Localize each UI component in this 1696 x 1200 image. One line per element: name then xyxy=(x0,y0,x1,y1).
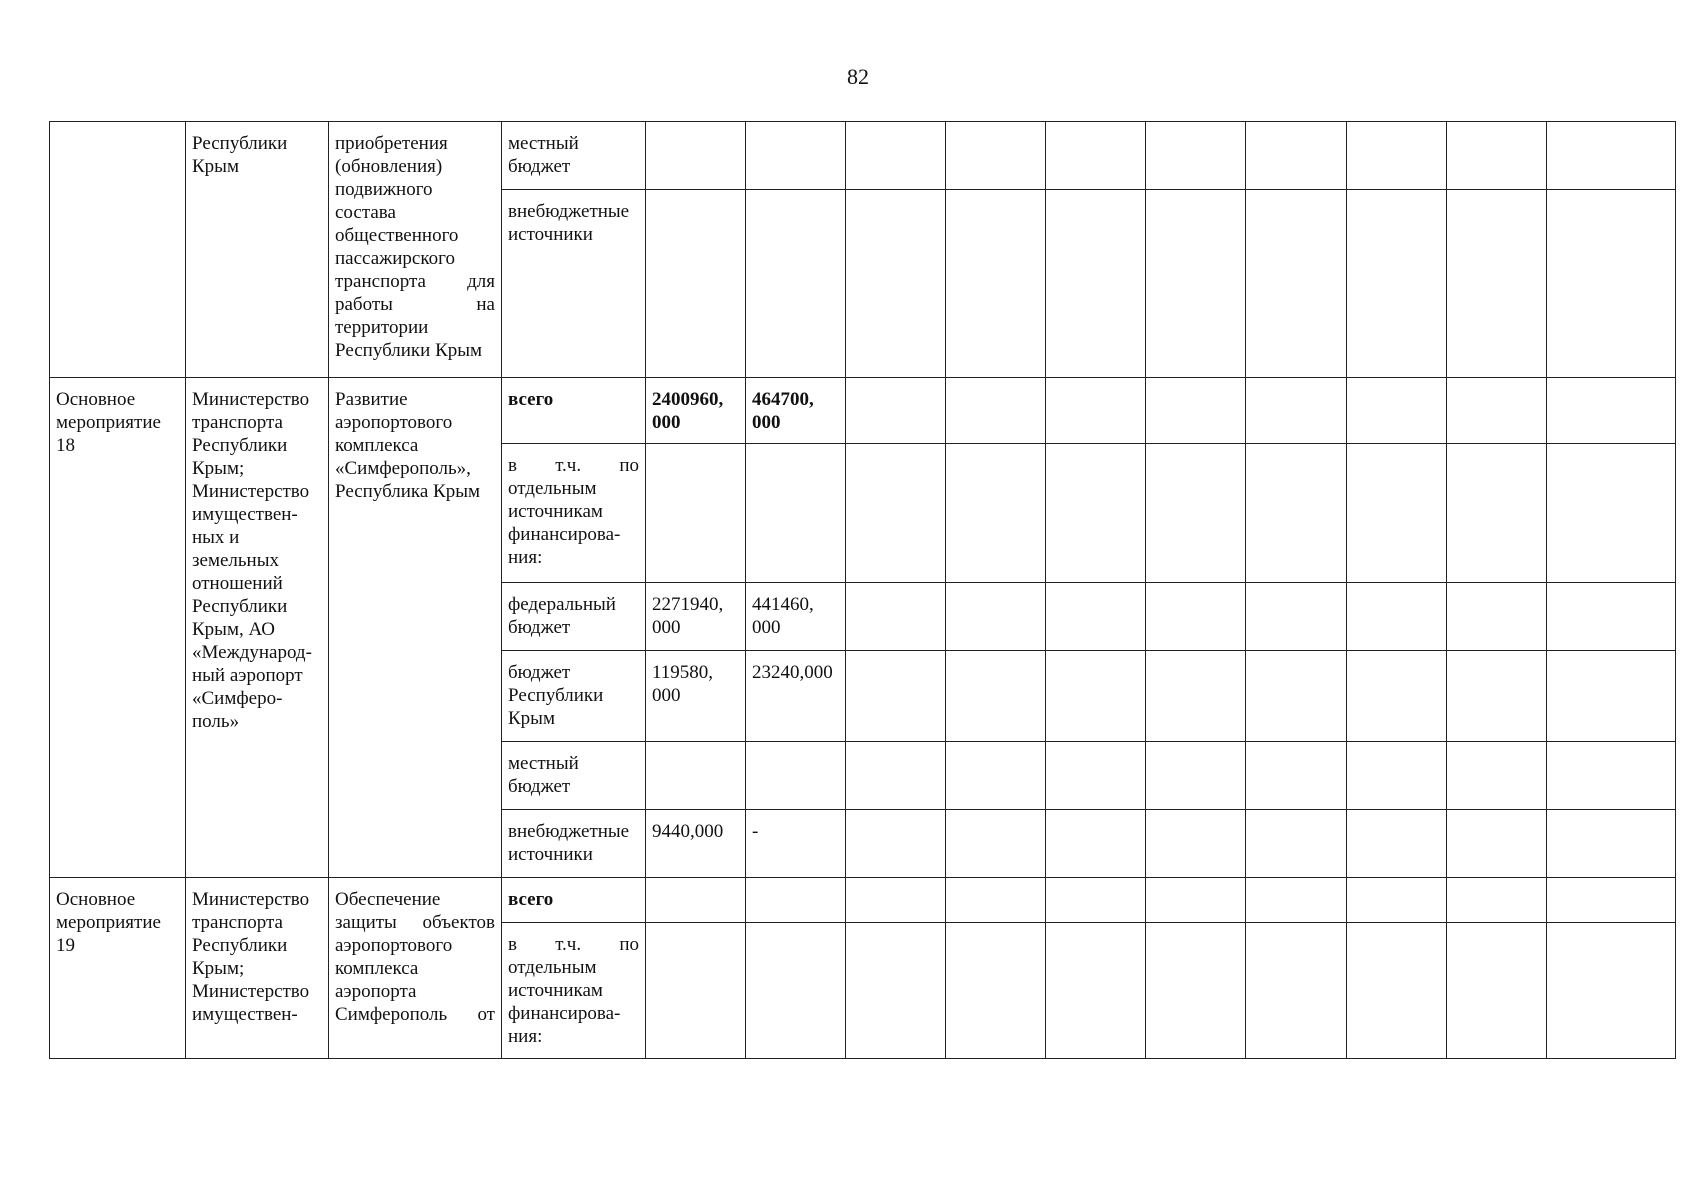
empty-year-cell xyxy=(1246,190,1347,378)
empty-year-cell xyxy=(1246,651,1347,742)
empty-year-cell xyxy=(1547,810,1676,878)
empty-year-cell xyxy=(946,190,1046,378)
event-name-word: транспорта xyxy=(335,271,426,292)
empty-year-cell xyxy=(946,810,1046,878)
event-name-line xyxy=(335,1003,495,1026)
event-name-word: Симферополь xyxy=(335,1004,448,1025)
year-value-cell xyxy=(646,923,746,1059)
year-value-cell xyxy=(746,878,846,923)
event-name-word: (обновления) xyxy=(335,156,443,177)
event-name-word: на xyxy=(476,294,495,315)
year-value-cell: 2271940, 000 xyxy=(646,583,746,651)
empty-year-cell xyxy=(1347,810,1447,878)
page-number: 82 xyxy=(847,64,869,89)
event-name-line xyxy=(335,316,495,339)
funding-source-line xyxy=(508,933,639,956)
funding-source-word: в xyxy=(508,934,517,955)
year-value-cell: 464700, 000 xyxy=(746,378,846,444)
empty-year-cell xyxy=(946,378,1046,444)
event-name-line xyxy=(335,339,495,362)
empty-year-cell xyxy=(1347,190,1447,378)
empty-year-cell xyxy=(1447,190,1547,378)
year-value-cell xyxy=(646,878,746,923)
empty-year-cell xyxy=(846,444,946,583)
empty-year-cell xyxy=(846,190,946,378)
funding-source-cell xyxy=(502,444,646,583)
event-name-line xyxy=(335,201,495,224)
event-name-cell xyxy=(329,122,502,378)
empty-year-cell xyxy=(1146,923,1246,1059)
empty-year-cell xyxy=(1547,651,1676,742)
empty-year-cell xyxy=(1246,583,1347,651)
empty-year-cell xyxy=(946,651,1046,742)
empty-year-cell xyxy=(1146,651,1246,742)
empty-year-cell xyxy=(1246,878,1347,923)
year-value-cell xyxy=(746,923,846,1059)
empty-year-cell xyxy=(1146,878,1246,923)
event-name-word: объектов xyxy=(422,912,495,933)
empty-year-cell xyxy=(946,878,1046,923)
funding-source-cell: местный бюджет xyxy=(502,742,646,810)
executor-cell: Республики Крым xyxy=(186,122,329,378)
table-row xyxy=(50,878,1676,923)
empty-year-cell xyxy=(1547,878,1676,923)
empty-year-cell xyxy=(1046,122,1146,190)
funding-source-word: т.ч. xyxy=(555,934,582,955)
event-cell: Основное мероприятие 18 xyxy=(50,378,186,878)
event-name-word: приобретения xyxy=(335,133,448,154)
empty-year-cell xyxy=(1146,378,1246,444)
empty-year-cell xyxy=(1547,190,1676,378)
empty-year-cell xyxy=(1347,122,1447,190)
event-name-word: аэропорта xyxy=(335,981,417,1002)
event-name-line xyxy=(335,888,495,911)
empty-year-cell xyxy=(1547,583,1676,651)
event-name-line xyxy=(335,934,495,957)
empty-year-cell xyxy=(1547,923,1676,1059)
empty-year-cell xyxy=(1046,742,1146,810)
year-value-cell xyxy=(746,122,846,190)
event-name-cell xyxy=(329,878,502,1059)
empty-year-cell xyxy=(1347,923,1447,1059)
funding-source-cell xyxy=(502,923,646,1059)
empty-year-cell xyxy=(1447,810,1547,878)
empty-year-cell xyxy=(1547,378,1676,444)
empty-year-cell xyxy=(846,923,946,1059)
executor-cell: Министерство транспорта Республики Крым; Министерство имуществен-ных и земельных отношений Республики Крым, АО «Международ-ный аэропорт «Симферо-поль» xyxy=(186,378,329,878)
empty-year-cell xyxy=(1447,444,1547,583)
empty-year-cell xyxy=(1447,878,1547,923)
funding-source-line xyxy=(508,454,639,477)
event-name-cell: Развитие аэропортового комплекса «Симферополь», Республика Крым xyxy=(329,378,502,878)
event-name-line xyxy=(335,155,495,178)
empty-year-cell xyxy=(846,878,946,923)
empty-year-cell xyxy=(1046,923,1146,1059)
event-name-word: от xyxy=(477,1004,495,1025)
empty-year-cell xyxy=(1547,122,1676,190)
year-value-cell xyxy=(746,444,846,583)
empty-year-cell xyxy=(1046,583,1146,651)
table-body xyxy=(50,122,1676,1059)
empty-year-cell xyxy=(946,742,1046,810)
event-name-line xyxy=(335,247,495,270)
empty-year-cell xyxy=(1046,810,1146,878)
event-name-word: подвижного xyxy=(335,179,433,200)
empty-year-cell xyxy=(1046,878,1146,923)
event-name-word: Обеспечение xyxy=(335,889,441,910)
table-row xyxy=(50,378,1676,444)
event-name-word: пассажирского xyxy=(335,248,455,269)
empty-year-cell xyxy=(1246,122,1347,190)
funding-source-line: отдельным источникам финансирова-ния: xyxy=(508,478,621,568)
year-value-cell xyxy=(746,742,846,810)
program-budget-table xyxy=(49,121,1676,1059)
event-name-line xyxy=(335,911,495,934)
empty-year-cell xyxy=(1146,190,1246,378)
funding-source-word: по xyxy=(619,934,639,955)
year-value-cell: 9440,000 xyxy=(646,810,746,878)
empty-year-cell xyxy=(1146,122,1246,190)
empty-year-cell xyxy=(1246,742,1347,810)
empty-year-cell xyxy=(1447,651,1547,742)
year-value-cell xyxy=(646,122,746,190)
empty-year-cell xyxy=(846,378,946,444)
empty-year-cell xyxy=(846,651,946,742)
year-value-cell: 441460, 000 xyxy=(746,583,846,651)
event-name-word: комплекса xyxy=(335,958,419,979)
empty-year-cell xyxy=(946,923,1046,1059)
event-name-line xyxy=(335,293,495,316)
funding-source-word: по xyxy=(619,455,639,476)
empty-year-cell xyxy=(1046,444,1146,583)
empty-year-cell xyxy=(1246,378,1347,444)
empty-year-cell xyxy=(1447,583,1547,651)
empty-year-cell xyxy=(1347,378,1447,444)
event-name-word: аэропортового xyxy=(335,935,453,956)
empty-year-cell xyxy=(1246,444,1347,583)
empty-year-cell xyxy=(1146,444,1246,583)
funding-source-line: отдельным источникам финансирова-ния: xyxy=(508,957,621,1047)
event-name-line xyxy=(335,224,495,247)
funding-source-cell: бюджет Республики Крым xyxy=(502,651,646,742)
empty-year-cell xyxy=(1447,923,1547,1059)
event-name-line xyxy=(335,980,495,1003)
empty-year-cell xyxy=(1246,810,1347,878)
empty-year-cell xyxy=(1246,923,1347,1059)
funding-source-cell: внебюджетные источники xyxy=(502,810,646,878)
empty-year-cell xyxy=(1347,878,1447,923)
empty-year-cell xyxy=(846,583,946,651)
empty-year-cell xyxy=(946,444,1046,583)
funding-source-cell: внебюджетные источники xyxy=(502,190,646,378)
event-name-word: для xyxy=(467,271,495,292)
funding-source-cell: федеральный бюджет xyxy=(502,583,646,651)
event-name-line xyxy=(335,178,495,201)
event-cell xyxy=(50,122,186,378)
empty-year-cell xyxy=(846,742,946,810)
empty-year-cell xyxy=(1447,378,1547,444)
empty-year-cell xyxy=(1347,651,1447,742)
event-name-word: состава xyxy=(335,202,396,223)
empty-year-cell xyxy=(846,810,946,878)
event-name-line xyxy=(335,132,495,155)
event-name-word: защиты xyxy=(335,912,397,933)
year-value-cell: 2400960, 000 xyxy=(646,378,746,444)
year-value-cell xyxy=(646,742,746,810)
empty-year-cell xyxy=(1347,583,1447,651)
funding-source-word: т.ч. xyxy=(555,455,582,476)
empty-year-cell xyxy=(1447,122,1547,190)
empty-year-cell xyxy=(1046,190,1146,378)
event-name-word: территории xyxy=(335,317,429,338)
event-name-word: работы xyxy=(335,294,393,315)
empty-year-cell xyxy=(1046,651,1146,742)
year-value-cell xyxy=(746,190,846,378)
empty-year-cell xyxy=(1547,742,1676,810)
empty-year-cell xyxy=(1547,444,1676,583)
funding-source-cell: всего xyxy=(502,378,646,444)
empty-year-cell xyxy=(1146,742,1246,810)
empty-year-cell xyxy=(946,122,1046,190)
funding-source-word: в xyxy=(508,455,517,476)
year-value-cell: 119580, 000 xyxy=(646,651,746,742)
year-value-cell: 23240,000 xyxy=(746,651,846,742)
empty-year-cell xyxy=(946,583,1046,651)
empty-year-cell xyxy=(1347,444,1447,583)
year-value-cell xyxy=(646,190,746,378)
table-row xyxy=(50,122,1676,190)
event-name-line xyxy=(335,270,495,293)
event-cell: Основное мероприятие 19 xyxy=(50,878,186,1059)
empty-year-cell xyxy=(1447,742,1547,810)
funding-source-cell: местный бюджет xyxy=(502,122,646,190)
event-name-word: общественного xyxy=(335,225,459,246)
empty-year-cell xyxy=(1046,378,1146,444)
empty-year-cell xyxy=(1347,742,1447,810)
empty-year-cell xyxy=(1146,583,1246,651)
event-name-word: Республики Крым xyxy=(335,340,483,361)
year-value-cell xyxy=(646,444,746,583)
empty-year-cell xyxy=(1146,810,1246,878)
funding-source-cell: всего xyxy=(502,878,646,923)
event-name-line xyxy=(335,957,495,980)
empty-year-cell xyxy=(846,122,946,190)
executor-cell: Министерство транспорта Республики Крым; Министерство имуществен- xyxy=(186,878,329,1059)
year-value-cell: - xyxy=(746,810,846,878)
